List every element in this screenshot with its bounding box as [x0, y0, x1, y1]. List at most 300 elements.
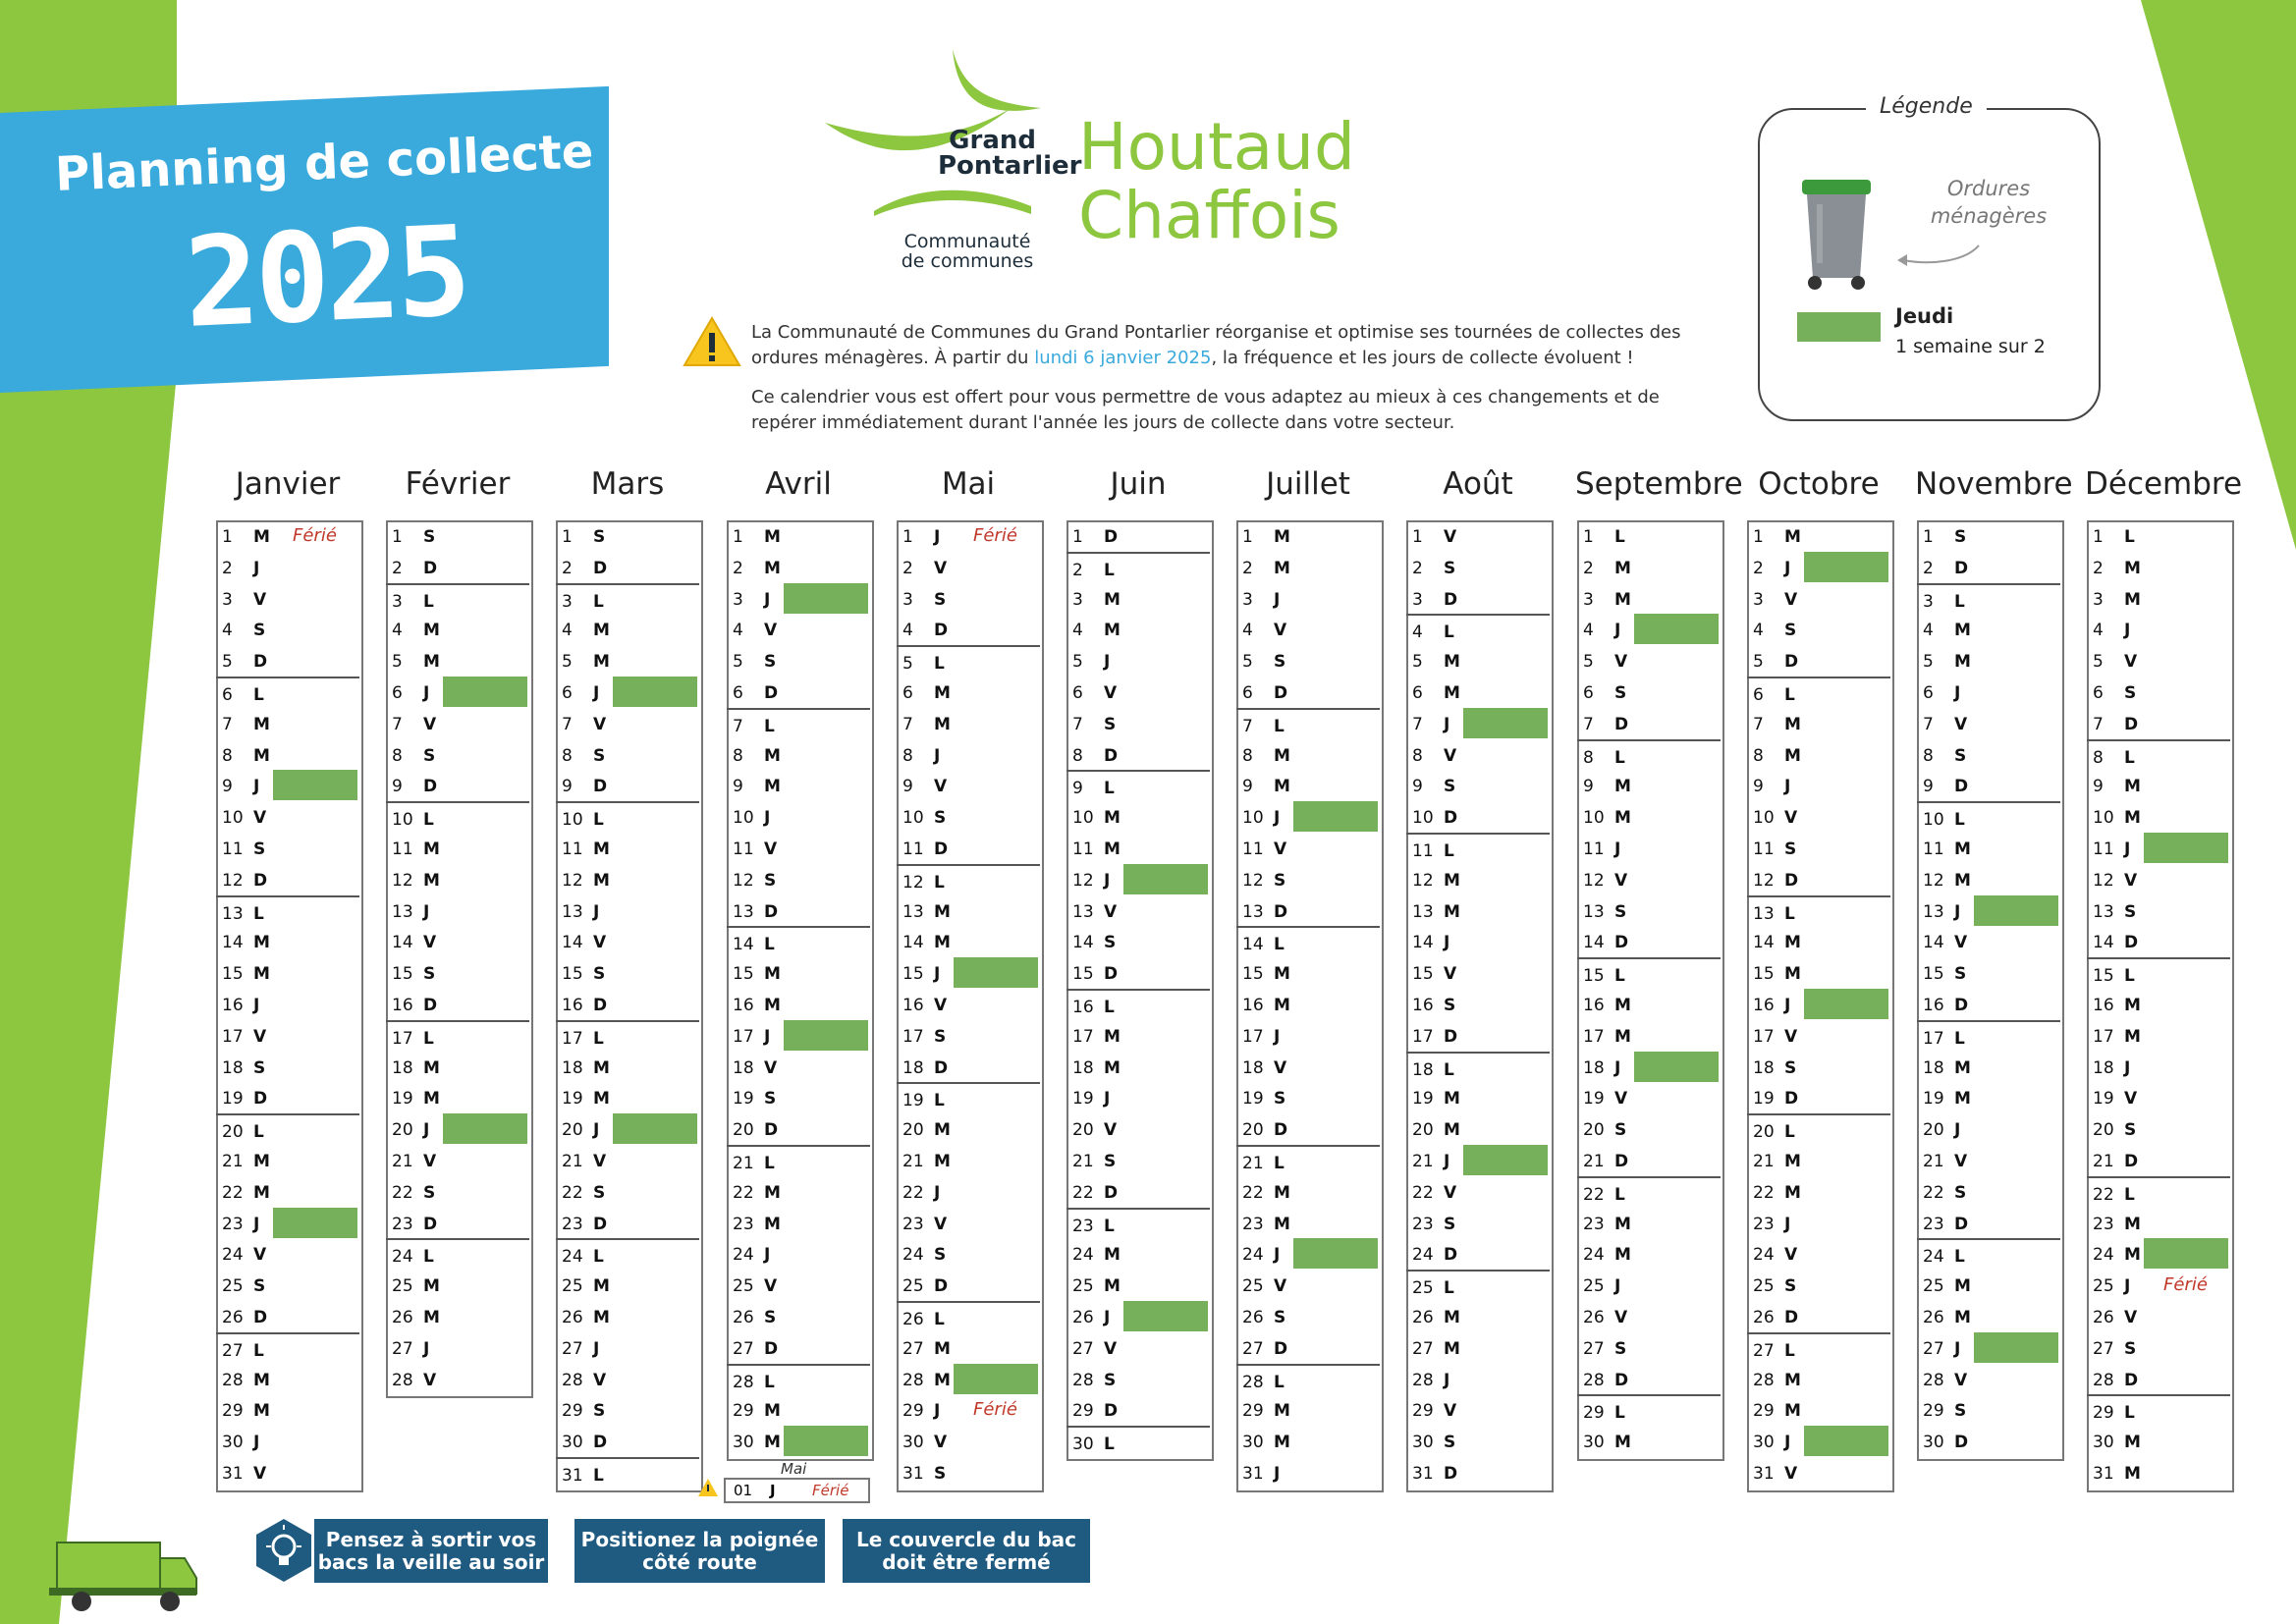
- day-number: 6: [1583, 683, 1594, 703]
- day-letter: D: [764, 1120, 779, 1141]
- day-row: [1066, 739, 1210, 771]
- day-row: [897, 1426, 1040, 1457]
- day-number: 18: [2093, 1057, 2114, 1078]
- day-letter: M: [1104, 839, 1121, 859]
- day-number: 16: [733, 996, 754, 1015]
- day-letter: J: [1954, 1120, 1961, 1141]
- day-row: [897, 1301, 1040, 1334]
- day-number: 23: [1923, 1214, 1944, 1234]
- day-letter: V: [1784, 1464, 1798, 1484]
- day-number: 28: [1072, 1370, 1094, 1390]
- day-row: [897, 1238, 1040, 1270]
- day-row: [1747, 520, 1890, 552]
- day-letter: M: [1784, 933, 1801, 953]
- day-number: 2: [1753, 558, 1764, 578]
- logo-name-line1: Grand: [949, 126, 1036, 155]
- day-letter: L: [1274, 1372, 1285, 1392]
- day-letter: M: [253, 745, 270, 766]
- day-row: [1406, 520, 1550, 552]
- day-number: 17: [222, 1026, 244, 1047]
- day-letter: S: [934, 589, 947, 610]
- day-letter: D: [1104, 1182, 1119, 1203]
- day-number: 20: [902, 1120, 924, 1141]
- day-letter: M: [253, 1182, 270, 1203]
- day-number: 14: [733, 935, 754, 955]
- day-number: 30: [1923, 1433, 1944, 1453]
- day-number: 7: [733, 716, 743, 736]
- day-row: [897, 552, 1040, 583]
- day-number: 16: [1412, 996, 1434, 1015]
- day-row: [216, 926, 359, 957]
- extra-row-month: Mai: [781, 1460, 807, 1478]
- day-number: 25: [562, 1276, 583, 1297]
- day-number: 29: [562, 1401, 583, 1422]
- day-letter: J: [593, 901, 600, 922]
- day-row: [216, 864, 359, 895]
- day-number: 8: [2093, 747, 2104, 768]
- day-number: 26: [1242, 1308, 1264, 1327]
- day-number: 18: [1923, 1057, 1944, 1078]
- day-number: 11: [1753, 839, 1775, 859]
- day-letter: M: [1784, 1370, 1801, 1390]
- extra-row-may-1: [724, 1478, 870, 1503]
- day-row: [727, 1082, 870, 1113]
- day-number: 1: [222, 527, 233, 547]
- day-row: [2087, 520, 2230, 552]
- day-number: 6: [2093, 683, 2104, 703]
- day-row: [1917, 801, 2060, 835]
- day-number: 25: [1242, 1276, 1264, 1297]
- day-letter: M: [253, 1152, 270, 1171]
- day-letter: S: [423, 1182, 436, 1203]
- day-number: 30: [222, 1433, 244, 1453]
- day-row: [1406, 1238, 1550, 1270]
- day-letter: D: [593, 558, 608, 578]
- day-row: [1236, 1426, 1380, 1457]
- day-number: 31: [1412, 1464, 1434, 1484]
- day-number: 4: [1923, 621, 1934, 641]
- day-number: 3: [222, 589, 233, 610]
- day-row: [1747, 1394, 1890, 1426]
- day-row: [1236, 770, 1380, 801]
- day-letter: S: [1954, 1182, 1967, 1203]
- day-number: 5: [1412, 652, 1423, 673]
- day-number: 18: [562, 1057, 583, 1078]
- day-letter: S: [253, 839, 266, 859]
- day-row: [556, 739, 699, 771]
- day-row: [216, 1457, 359, 1489]
- day-number: 1: [562, 527, 573, 547]
- intro-highlight-date: lundi 6 janvier 2025: [1034, 348, 1212, 368]
- day-letter: V: [934, 1214, 948, 1234]
- legend-arrow-icon: [1895, 241, 1984, 270]
- legend-frequency: 1 semaine sur 2: [1895, 336, 2046, 357]
- day-row: [386, 926, 529, 957]
- day-letter: L: [1444, 841, 1454, 861]
- day-letter: S: [1444, 777, 1456, 797]
- day-letter: M: [934, 1120, 951, 1141]
- day-number: 7: [2093, 714, 2104, 734]
- day-number: 14: [562, 933, 583, 953]
- day-row: [2087, 677, 2230, 708]
- day-number: 26: [222, 1308, 244, 1327]
- day-number: 15: [1072, 964, 1094, 985]
- day-letter: V: [593, 714, 607, 734]
- day-row: [727, 1394, 870, 1426]
- day-letter: M: [1954, 1057, 1971, 1078]
- day-number: 11: [733, 839, 754, 859]
- day-number: 24: [1923, 1247, 1944, 1268]
- day-letter: L: [1274, 935, 1285, 955]
- day-row: [1747, 833, 1890, 864]
- day-row: [1917, 957, 2060, 989]
- day-number: 1: [2093, 527, 2104, 547]
- day-row: [556, 552, 699, 583]
- day-row: [897, 1208, 1040, 1239]
- day-letter: L: [423, 1247, 434, 1268]
- day-letter: J: [253, 996, 260, 1015]
- month-title-1: Février: [405, 466, 511, 502]
- day-number: 15: [392, 964, 413, 985]
- day-row: [1577, 1208, 1721, 1239]
- legend-collection-swatch: [1797, 312, 1881, 342]
- extra-row-ferie: Férié: [812, 1482, 849, 1499]
- day-number: 13: [1923, 901, 1944, 922]
- day-number: 15: [1412, 964, 1434, 985]
- day-letter: L: [253, 1340, 264, 1361]
- day-letter: M: [593, 621, 610, 641]
- day-letter: D: [934, 621, 949, 641]
- day-row: [1747, 708, 1890, 739]
- day-row: [1236, 1145, 1380, 1178]
- day-letter: J: [423, 683, 430, 703]
- day-row: [216, 708, 359, 739]
- day-row: [727, 801, 870, 833]
- day-letter: M: [764, 1182, 781, 1203]
- day-letter: M: [764, 558, 781, 578]
- day-row: [1577, 1145, 1721, 1176]
- day-number: 21: [1583, 1152, 1605, 1171]
- day-letter: V: [2124, 652, 2138, 673]
- day-row: [386, 1020, 529, 1054]
- day-letter: L: [1274, 716, 1285, 736]
- collection-day-marker: [1293, 1238, 1378, 1269]
- day-number: 19: [1583, 1089, 1605, 1110]
- day-letter: L: [593, 1028, 604, 1049]
- day-row: [216, 1238, 359, 1270]
- day-letter: D: [1444, 808, 1458, 829]
- day-row: [897, 1364, 1040, 1395]
- day-letter: L: [934, 654, 945, 675]
- day-number: 29: [1923, 1401, 1944, 1422]
- day-letter: S: [1954, 745, 1967, 766]
- day-row: [216, 552, 359, 583]
- day-number: 27: [1923, 1338, 1944, 1359]
- day-number: 19: [1412, 1089, 1434, 1110]
- day-letter: V: [1954, 714, 1968, 734]
- day-row: [216, 770, 359, 801]
- day-number: 16: [902, 996, 924, 1015]
- day-letter: D: [1274, 1338, 1288, 1359]
- day-number: 5: [392, 652, 403, 673]
- day-row: [556, 583, 699, 617]
- day-row: [1917, 552, 2060, 583]
- day-row: [216, 1426, 359, 1457]
- day-letter: M: [764, 1214, 781, 1234]
- day-letter: J: [1954, 683, 1961, 703]
- day-row: [2087, 1394, 2230, 1428]
- day-letter: D: [764, 901, 779, 922]
- day-number: 22: [2093, 1184, 2114, 1205]
- day-letter: J: [1274, 808, 1281, 829]
- day-row: [2087, 989, 2230, 1020]
- day-letter: D: [1954, 1214, 1969, 1234]
- day-letter: J: [1444, 714, 1450, 734]
- day-row: [386, 614, 529, 645]
- day-letter: J: [934, 745, 941, 766]
- day-row: [1236, 739, 1380, 771]
- day-row: [1577, 552, 1721, 583]
- day-row: [1236, 1301, 1380, 1332]
- day-number: 24: [1072, 1245, 1094, 1266]
- day-number: 21: [902, 1152, 924, 1171]
- day-row: [1236, 1020, 1380, 1052]
- day-row: [1577, 708, 1721, 739]
- day-number: 29: [1412, 1401, 1434, 1422]
- day-number: 20: [562, 1120, 583, 1141]
- day-letter: D: [1954, 1433, 1969, 1453]
- day-letter: J: [253, 1214, 260, 1234]
- day-row: [216, 1270, 359, 1301]
- day-letter: S: [764, 1308, 777, 1327]
- day-row: [1577, 1020, 1721, 1052]
- day-number: 30: [1072, 1435, 1094, 1455]
- logo-name: [938, 126, 1082, 181]
- day-letter: M: [1614, 1433, 1631, 1453]
- month-title-0: Janvier: [235, 466, 341, 502]
- day-number: 6: [1412, 683, 1423, 703]
- month-title-4: Mai: [941, 466, 996, 502]
- day-number: 7: [1412, 714, 1423, 734]
- day-number: 18: [733, 1057, 754, 1078]
- day-number: 15: [1923, 964, 1944, 985]
- day-letter: J: [253, 1433, 260, 1453]
- day-number: 13: [1242, 901, 1264, 922]
- day-row: [216, 645, 359, 677]
- day-letter: D: [253, 1308, 268, 1327]
- day-number: 17: [1072, 1026, 1094, 1047]
- day-letter: S: [593, 745, 606, 766]
- day-letter: M: [764, 1401, 781, 1422]
- trash-bin-icon: [1797, 175, 1876, 293]
- day-number: 1: [1242, 527, 1253, 547]
- day-row: [216, 1301, 359, 1332]
- day-letter: M: [1444, 901, 1460, 922]
- day-row: [556, 1113, 699, 1145]
- day-row: [1066, 1020, 1210, 1052]
- day-row: [1236, 552, 1380, 583]
- day-letter: J: [2124, 839, 2131, 859]
- day-row: [556, 957, 699, 989]
- day-row: [727, 1145, 870, 1178]
- day-letter: M: [934, 714, 951, 734]
- day-letter: S: [764, 1089, 777, 1110]
- day-row: [1066, 1332, 1210, 1364]
- day-row: [1406, 833, 1550, 866]
- tip-bins-evening: Pensez à sortir vos bacs la veille au soir: [314, 1519, 548, 1583]
- day-letter: M: [1614, 808, 1631, 829]
- day-letter: S: [2124, 1338, 2137, 1359]
- day-number: 12: [1583, 870, 1605, 891]
- day-row: [727, 864, 870, 895]
- day-letter: J: [934, 1182, 941, 1203]
- day-number: 3: [1412, 589, 1423, 610]
- day-row: [1917, 520, 2060, 552]
- day-row: [1406, 926, 1550, 957]
- day-letter: V: [423, 933, 437, 953]
- day-number: 10: [1753, 808, 1775, 829]
- day-number: 10: [1583, 808, 1605, 829]
- day-row: [1577, 770, 1721, 801]
- day-letter: S: [1274, 652, 1286, 673]
- day-letter: M: [1274, 527, 1290, 547]
- day-row: [1236, 1052, 1380, 1083]
- day-number: 12: [392, 870, 413, 891]
- legend-day: Jeudi: [1895, 304, 1954, 328]
- day-number: 16: [1242, 996, 1264, 1015]
- day-number: 11: [392, 839, 413, 859]
- day-letter: L: [1784, 1122, 1795, 1143]
- day-row: [1236, 520, 1380, 552]
- day-row: [216, 989, 359, 1020]
- day-number: 7: [1242, 716, 1253, 736]
- day-letter: D: [1784, 870, 1799, 891]
- day-letter: L: [253, 903, 264, 924]
- day-row: [386, 989, 529, 1020]
- collection-day-marker: [1463, 708, 1548, 738]
- town-name-line2: Chaffois: [1078, 178, 1340, 253]
- day-row: [386, 1145, 529, 1176]
- day-number: 2: [1412, 558, 1423, 578]
- day-number: 29: [1753, 1401, 1775, 1422]
- day-letter: M: [253, 1401, 270, 1422]
- day-letter: V: [764, 621, 778, 641]
- day-row: [1747, 1364, 1890, 1395]
- day-letter: S: [253, 621, 266, 641]
- day-row: [1917, 1426, 2060, 1457]
- day-letter: L: [1614, 747, 1625, 768]
- day-letter: S: [1784, 1276, 1797, 1297]
- day-letter: D: [593, 1433, 608, 1453]
- day-number: 31: [1242, 1464, 1264, 1484]
- day-row: [556, 1426, 699, 1457]
- day-number: 9: [1242, 777, 1253, 797]
- day-row: [1747, 1020, 1890, 1052]
- planning-title: Planning de collecte: [54, 124, 595, 202]
- day-letter: M: [253, 964, 270, 985]
- day-row: [2087, 1364, 2230, 1395]
- day-letter: M: [1614, 777, 1631, 797]
- day-letter: J: [1104, 870, 1111, 891]
- day-letter: M: [1784, 745, 1801, 766]
- day-row: [1066, 957, 1210, 989]
- day-row: [1066, 770, 1210, 803]
- collection-day-marker: [2144, 833, 2228, 863]
- day-row: [727, 1301, 870, 1332]
- day-row: [1917, 989, 2060, 1020]
- day-number: 17: [1753, 1026, 1775, 1047]
- day-row: [386, 1332, 529, 1364]
- collection-day-marker: [1293, 801, 1378, 832]
- day-row: [556, 520, 699, 552]
- day-letter: V: [2124, 1308, 2138, 1327]
- day-row: [727, 1208, 870, 1239]
- day-number: 1: [1412, 527, 1423, 547]
- day-number: 19: [392, 1089, 413, 1110]
- day-row: [1747, 895, 1890, 929]
- day-number: 20: [1583, 1120, 1605, 1141]
- day-letter: M: [1104, 1276, 1121, 1297]
- day-row: [1406, 801, 1550, 833]
- warning-icon: [683, 316, 741, 367]
- day-number: 28: [2093, 1370, 2114, 1390]
- day-number: 15: [902, 964, 924, 985]
- day-row: [1577, 989, 1721, 1020]
- day-row: [1406, 583, 1550, 615]
- day-row: [1917, 677, 2060, 708]
- day-row: [1406, 895, 1550, 927]
- day-letter: M: [423, 870, 440, 891]
- day-letter: M: [2124, 558, 2141, 578]
- day-row: [1406, 645, 1550, 677]
- day-letter: J: [764, 1245, 771, 1266]
- day-number: 6: [1072, 683, 1083, 703]
- collection-day-marker: [1463, 1145, 1548, 1175]
- day-row: [2087, 1113, 2230, 1145]
- day-row: [556, 926, 699, 957]
- day-letter: M: [593, 1089, 610, 1110]
- day-number: 28: [733, 1372, 754, 1392]
- day-row: [727, 770, 870, 801]
- day-number: 13: [733, 901, 754, 922]
- day-number: 15: [222, 964, 244, 985]
- day-letter: J: [1104, 1089, 1111, 1110]
- day-letter: V: [934, 558, 948, 578]
- day-letter: S: [2124, 683, 2137, 703]
- day-letter: S: [934, 1245, 947, 1266]
- day-letter: M: [423, 652, 440, 673]
- day-letter: L: [934, 872, 945, 893]
- day-row: [1577, 1270, 1721, 1301]
- day-row: [386, 520, 529, 552]
- day-row: [1236, 1176, 1380, 1208]
- month-title-7: Août: [1443, 466, 1513, 502]
- month-title-3: Avril: [765, 466, 832, 502]
- day-row: [556, 677, 699, 708]
- day-letter: J: [764, 589, 771, 610]
- day-letter: L: [1784, 685, 1795, 705]
- day-row: [1577, 895, 1721, 927]
- day-number: 19: [1923, 1089, 1944, 1110]
- day-letter: D: [1614, 714, 1629, 734]
- day-row: [1917, 614, 2060, 645]
- day-letter: M: [1954, 1089, 1971, 1110]
- day-number: 17: [392, 1028, 413, 1049]
- day-row: [1917, 1145, 2060, 1176]
- day-letter: S: [1614, 683, 1627, 703]
- day-row: [897, 1113, 1040, 1145]
- day-letter: D: [1954, 777, 1969, 797]
